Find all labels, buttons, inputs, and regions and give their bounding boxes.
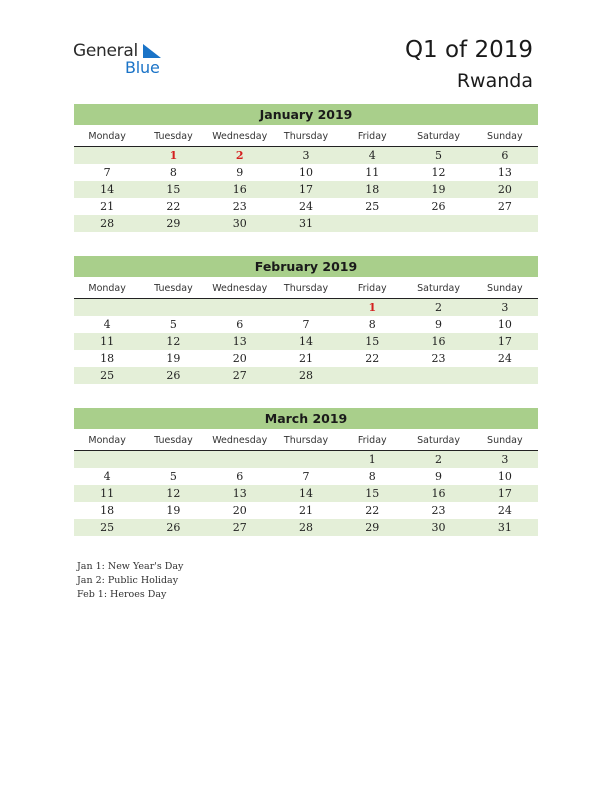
day-cell: 8: [368, 470, 376, 483]
country-name: Rwanda: [456, 70, 533, 92]
empty-day-cell: [140, 451, 206, 468]
day-cell: 25: [100, 521, 115, 534]
day-cell: 14: [298, 487, 313, 500]
day-cell: 21: [298, 504, 313, 517]
day-cell: 10: [298, 166, 313, 179]
weekday-label: Thursday: [283, 435, 329, 446]
weekday-label: Friday: [357, 435, 387, 446]
week-row: [74, 333, 538, 350]
weekday-label: Monday: [88, 435, 126, 446]
day-cell: 17: [497, 487, 512, 500]
day-cell: 24: [298, 200, 313, 213]
day-cell: 7: [302, 318, 310, 331]
day-cell: 3: [302, 149, 310, 162]
day-cell: 9: [236, 166, 244, 179]
day-cell: 17: [298, 183, 313, 196]
weekday-label: Wednesday: [212, 283, 268, 294]
day-cell: 7: [103, 166, 111, 179]
day-cell: 3: [501, 301, 509, 314]
holiday-note: Feb 1: Heroes Day: [77, 589, 167, 600]
weekday-label: Saturday: [417, 131, 460, 142]
day-cell: 6: [236, 470, 244, 483]
day-cell: 28: [298, 369, 313, 382]
day-cell: 11: [100, 335, 115, 348]
day-cell: 9: [435, 318, 443, 331]
day-cell: 22: [166, 200, 181, 213]
day-cell: 17: [497, 335, 512, 348]
day-cell: 29: [365, 521, 380, 534]
day-cell: 6: [501, 149, 509, 162]
weekday-label: Tuesday: [154, 131, 193, 142]
month-title: January 2019: [74, 104, 538, 125]
day-cell: 15: [166, 183, 181, 196]
day-cell: 18: [100, 352, 115, 365]
day-cell: 12: [166, 487, 181, 500]
day-cell: 11: [100, 487, 115, 500]
day-cell: 16: [431, 487, 446, 500]
day-cell: 12: [166, 335, 181, 348]
week-row: [74, 316, 538, 333]
empty-day-cell: [207, 299, 273, 316]
weekday-label: Friday: [357, 283, 387, 294]
week-row: [74, 519, 538, 536]
day-cell: 9: [435, 470, 443, 483]
empty-day-cell: [339, 367, 405, 384]
day-cell: 10: [497, 318, 512, 331]
week-row: [74, 198, 538, 215]
day-cell: 19: [166, 352, 181, 365]
day-cell: 18: [100, 504, 115, 517]
day-cell: 16: [431, 335, 446, 348]
weekday-label: Saturday: [417, 435, 460, 446]
day-cell: 24: [497, 504, 512, 517]
day-cell: 12: [431, 166, 446, 179]
empty-day-cell: [207, 451, 273, 468]
day-cell: 14: [100, 183, 115, 196]
day-cell: 23: [431, 504, 446, 517]
day-cell: 15: [365, 335, 380, 348]
day-cell: 24: [497, 352, 512, 365]
weekday-label: Tuesday: [154, 283, 193, 294]
day-cell: 5: [169, 470, 177, 483]
holiday-note: Jan 2: Public Holiday: [77, 575, 179, 586]
empty-day-cell: [472, 367, 538, 384]
day-cell: 8: [368, 318, 376, 331]
month-calendar: [74, 104, 538, 232]
week-row: [74, 502, 538, 519]
day-cell: 4: [103, 318, 111, 331]
day-cell: 28: [298, 521, 313, 534]
empty-day-cell: [74, 299, 140, 316]
day-cell: 10: [497, 470, 512, 483]
day-cell: 31: [497, 521, 512, 534]
day-cell: 28: [100, 217, 115, 230]
day-cell: 23: [431, 352, 446, 365]
weekday-header-row: [74, 281, 538, 299]
day-cell: 26: [166, 369, 181, 382]
empty-day-cell: [273, 451, 339, 468]
day-cell: 6: [236, 318, 244, 331]
week-row: [74, 299, 538, 316]
day-cell: 2: [235, 149, 244, 162]
weekday-label: Sunday: [487, 131, 523, 142]
weekday-label: Monday: [88, 131, 126, 142]
day-cell: 15: [365, 487, 380, 500]
day-cell: 23: [232, 200, 247, 213]
weekday-label: Thursday: [283, 283, 329, 294]
day-cell: 30: [232, 217, 247, 230]
day-cell: 30: [431, 521, 446, 534]
empty-day-cell: [405, 215, 471, 232]
brand-logo: [73, 41, 173, 81]
day-cell: 16: [232, 183, 247, 196]
day-cell: 13: [232, 335, 247, 348]
empty-day-cell: [472, 215, 538, 232]
month-calendar: [74, 256, 538, 384]
day-cell: 5: [169, 318, 177, 331]
week-row: [74, 215, 538, 232]
day-cell: 13: [497, 166, 512, 179]
day-cell: 21: [298, 352, 313, 365]
day-cell: 26: [431, 200, 446, 213]
day-cell: 19: [431, 183, 446, 196]
month-calendar: [74, 408, 538, 536]
day-cell: 1: [169, 149, 178, 162]
day-cell: 20: [232, 504, 247, 517]
week-row: [74, 147, 538, 164]
empty-day-cell: [74, 451, 140, 468]
weekday-header-row: [74, 129, 538, 147]
week-row: [74, 468, 538, 485]
weekday-label: Thursday: [283, 131, 329, 142]
day-cell: 1: [368, 301, 377, 314]
day-cell: 22: [365, 504, 380, 517]
day-cell: 3: [501, 453, 509, 466]
day-cell: 2: [435, 301, 443, 314]
day-cell: 4: [103, 470, 111, 483]
holiday-note: Jan 1: New Year's Day: [77, 561, 184, 572]
day-cell: 20: [232, 352, 247, 365]
day-cell: 18: [365, 183, 380, 196]
empty-day-cell: [339, 215, 405, 232]
day-cell: 5: [435, 149, 443, 162]
weekday-label: Saturday: [417, 283, 460, 294]
day-cell: 7: [302, 470, 310, 483]
day-cell: 27: [232, 521, 247, 534]
logo-general-text: General: [73, 41, 138, 61]
day-cell: 8: [169, 166, 177, 179]
holiday-notes: [77, 560, 183, 602]
weekday-label: Tuesday: [154, 435, 193, 446]
day-cell: 1: [368, 453, 376, 466]
day-cell: 31: [298, 217, 313, 230]
week-row: [74, 485, 538, 502]
day-cell: 2: [435, 453, 443, 466]
weekday-label: Wednesday: [212, 131, 268, 142]
day-cell: 21: [100, 200, 115, 213]
empty-day-cell: [273, 299, 339, 316]
week-row: [74, 164, 538, 181]
week-row: [74, 367, 538, 384]
day-cell: 4: [368, 149, 376, 162]
empty-day-cell: [140, 299, 206, 316]
day-cell: 11: [365, 166, 380, 179]
page-title: Q1 of 2019: [404, 37, 533, 63]
weekday-label: Friday: [357, 131, 387, 142]
month-title: March 2019: [74, 408, 538, 429]
day-cell: 20: [497, 183, 512, 196]
day-cell: 13: [232, 487, 247, 500]
week-row: [74, 350, 538, 367]
day-cell: 25: [100, 369, 115, 382]
day-cell: 14: [298, 335, 313, 348]
month-title: February 2019: [74, 256, 538, 277]
empty-day-cell: [405, 367, 471, 384]
week-row: [74, 451, 538, 468]
weekday-header-row: [74, 433, 538, 451]
week-row: [74, 181, 538, 198]
weekday-label: Wednesday: [212, 435, 268, 446]
day-cell: 27: [232, 369, 247, 382]
logo-blue-text: Blue: [125, 58, 160, 77]
empty-day-cell: [74, 147, 140, 164]
weekday-label: Sunday: [487, 435, 523, 446]
day-cell: 25: [365, 200, 380, 213]
weekday-label: Monday: [88, 283, 126, 294]
day-cell: 19: [166, 504, 181, 517]
day-cell: 22: [365, 352, 380, 365]
day-cell: 29: [166, 217, 181, 230]
weekday-label: Sunday: [487, 283, 523, 294]
day-cell: 26: [166, 521, 181, 534]
day-cell: 27: [497, 200, 512, 213]
